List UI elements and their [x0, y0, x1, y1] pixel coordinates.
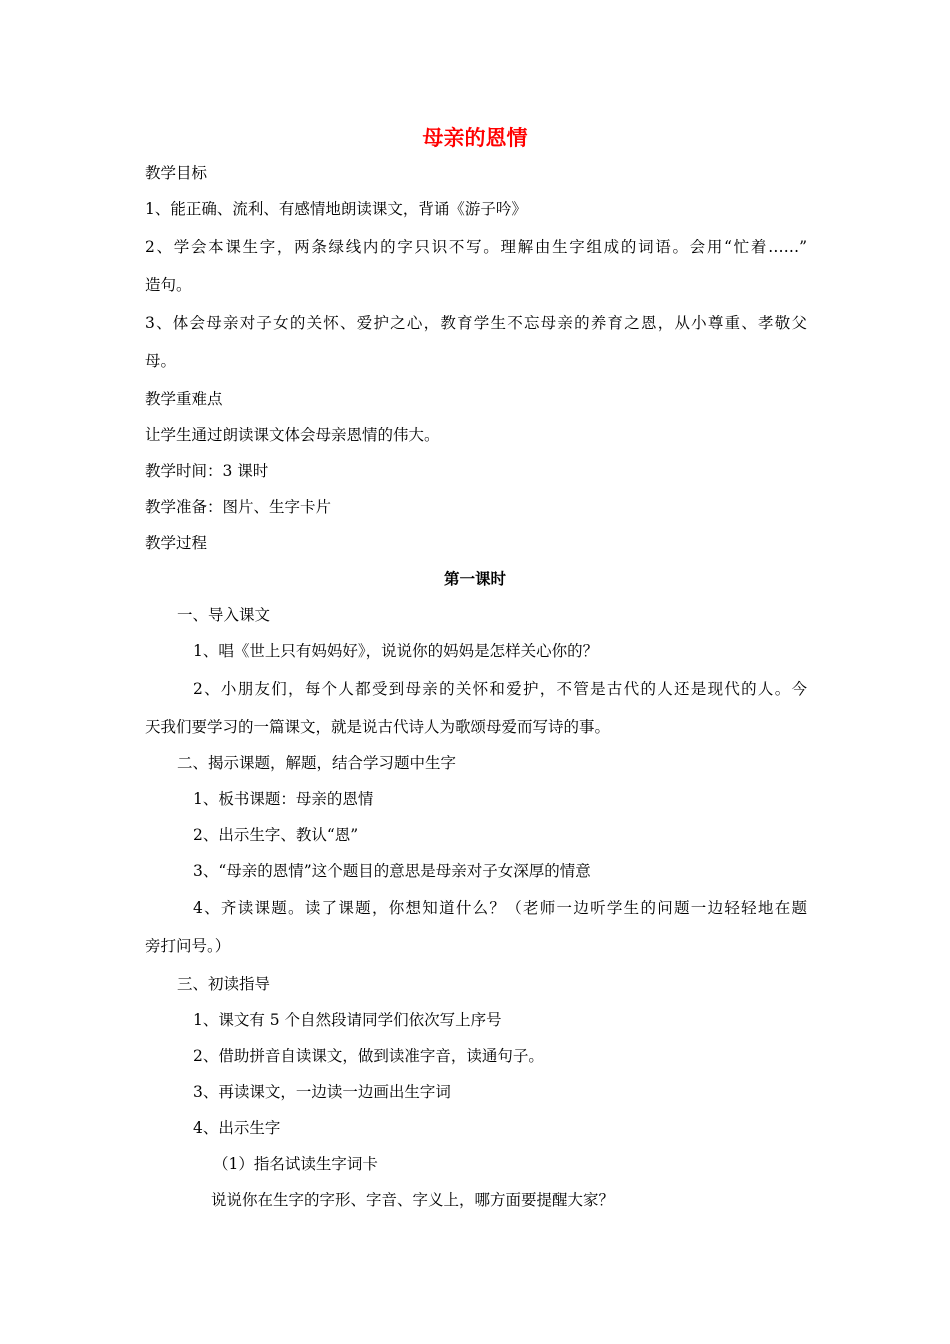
document-title: 母亲的恩情: [422, 126, 528, 150]
section-2-heading: 二、揭示课题，解题，结合学习题中生字: [177, 754, 457, 772]
process-heading: 教学过程: [145, 534, 208, 552]
objectives-heading: 教学目标: [145, 164, 208, 182]
key-points-text: 让学生通过朗读课文体会母亲恩情的伟大。: [145, 426, 440, 444]
objective-1: 1、能正确、流利、有感情地朗读课文，背诵《游子吟》: [145, 200, 527, 218]
section-3-sub-item-1: （1）指名试读生字词卡: [213, 1155, 378, 1173]
section-1-heading: 一、导入课文: [177, 606, 271, 624]
objective-2-line-1: 2、学会本课生字，两条绿线内的字只识不写。理解由生字组成的词语。会用“忙着……”: [145, 238, 807, 256]
section-1-item-2-line-2: 天我们要学习的一篇课文，就是说古代诗人为歌颂母爱而写诗的事。: [145, 718, 611, 736]
section-2-item-1: 1、板书课题：母亲的恩情: [193, 790, 374, 808]
key-points-heading: 教学重难点: [145, 390, 223, 408]
section-3-sub-item-1-text: 说说你在生字的字形、字音、字义上，哪方面要提醒大家？: [211, 1191, 615, 1209]
teaching-time: 教学时间：3 课时: [145, 462, 269, 480]
section-3-item-2: 2、借助拼音自读课文，做到读准字音，读通句子。: [193, 1047, 544, 1065]
lesson-title: 第一课时: [443, 570, 506, 588]
section-3-heading: 三、初读指导: [177, 975, 271, 993]
teaching-prep: 教学准备：图片、生字卡片: [145, 498, 332, 516]
section-3-item-4: 4、出示生字: [193, 1119, 281, 1137]
objective-3-line-1: 3、体会母亲对子女的关怀、爱护之心，教育学生不忘母亲的养育之恩，从小尊重、孝敬父: [145, 314, 807, 332]
section-1-item-1: 1、唱《世上只有妈妈好》，说说你的妈妈是怎样关心你的？: [193, 642, 599, 660]
section-2-item-2: 2、出示生字、教认“恩”: [193, 826, 359, 844]
objective-2-line-2: 造句。: [145, 276, 192, 294]
section-2-item-4-line-1: 4、齐读课题。读了课题，你想知道什么？（老师一边听学生的问题一边轻轻地在题: [193, 899, 807, 917]
section-2-item-3: 3、“母亲的恩情”这个题目的意思是母亲对子女深厚的情意: [193, 862, 591, 880]
section-3-item-3: 3、再读课文，一边读一边画出生字词: [193, 1083, 451, 1101]
section-3-item-1: 1、课文有 5 个自然段请同学们依次写上序号: [193, 1011, 502, 1029]
objective-3-line-2: 母。: [145, 352, 177, 370]
section-2-item-4-line-2: 旁打问号。）: [145, 937, 231, 955]
section-1-item-2-line-1: 2、小朋友们，每个人都受到母亲的关怀和爱护，不管是古代的人还是现代的人。今: [193, 680, 807, 698]
